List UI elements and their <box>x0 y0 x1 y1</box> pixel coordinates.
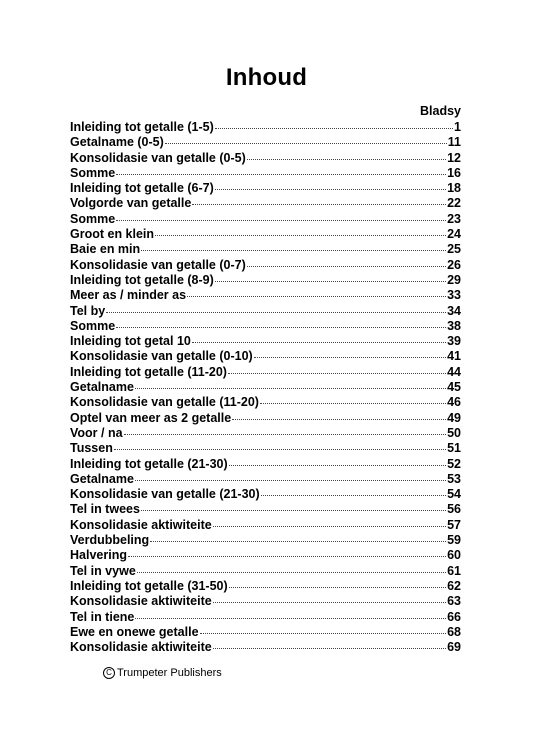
toc-entry <box>70 472 461 487</box>
toc-entry <box>70 426 461 441</box>
toc-entry-title: Tel in tiene <box>70 609 135 624</box>
toc-entry-title: Baie en min <box>70 242 141 257</box>
toc-entry-title: Somme <box>70 165 116 180</box>
toc-entry <box>70 166 461 181</box>
toc-entry-page: 11 <box>447 135 461 150</box>
toc-entry <box>70 120 461 135</box>
dot-leader <box>215 128 453 129</box>
toc-entry-page: 59 <box>447 533 461 548</box>
dot-leader <box>135 388 446 389</box>
toc-entry-page: 1 <box>454 120 461 134</box>
dot-leader <box>213 602 446 603</box>
toc-entry-title: Inleiding tot getalle (11-20) <box>70 364 227 379</box>
toc-entry-title: Konsolidasie aktiwiteite <box>70 640 212 655</box>
toc-entry-page: 12 <box>447 150 461 165</box>
toc-entry <box>70 548 461 563</box>
toc-entry-page: 52 <box>447 456 461 471</box>
toc-entry-title: Groot en klein <box>70 227 155 242</box>
toc-entry-page: 22 <box>447 196 461 211</box>
toc-entry <box>70 533 461 548</box>
toc-entry <box>70 640 461 655</box>
toc-entry-title: Konsolidasie aktiwiteite <box>70 594 212 609</box>
toc-entry-title: Konsolidasie van getalle (11-20) <box>70 395 259 410</box>
dot-leader <box>192 342 446 343</box>
toc-entry <box>70 518 461 533</box>
toc-entry-title: Volgorde van getalle <box>70 196 192 211</box>
toc-entry-title: Somme <box>70 211 116 226</box>
toc-entry-title: Tel in twees <box>70 502 140 517</box>
table-of-contents <box>70 120 461 655</box>
toc-entry-page: 34 <box>447 303 461 318</box>
toc-entry-title: Getalname <box>70 471 134 486</box>
toc-entry <box>70 273 461 288</box>
toc-entry-page: 41 <box>447 349 461 364</box>
toc-entry <box>70 151 461 166</box>
toc-entry-page: 33 <box>447 288 461 303</box>
toc-entry-page: 46 <box>447 395 461 410</box>
toc-entry <box>70 212 461 227</box>
toc-entry-page: 45 <box>447 380 461 395</box>
toc-entry <box>70 487 461 502</box>
toc-entry-page: 62 <box>447 578 461 593</box>
toc-entry-title: Inleiding tot getalle (8-9) <box>70 272 214 287</box>
dot-leader <box>124 434 447 435</box>
toc-entry-title: Getalname <box>70 380 134 395</box>
dot-leader <box>141 510 446 511</box>
copyright-footer <box>103 667 222 679</box>
dot-leader <box>192 204 446 205</box>
dot-leader <box>135 480 446 481</box>
dot-leader <box>247 159 446 160</box>
toc-entry-page: 38 <box>447 318 461 333</box>
toc-entry-page: 29 <box>447 272 461 287</box>
toc-entry-title: Konsolidasie van getalle (0-10) <box>70 349 253 364</box>
toc-entry-title: Inleiding tot getalle (31-50) <box>70 578 228 593</box>
toc-entry-page: 26 <box>447 257 461 272</box>
toc-entry-title: Inleiding tot getalle (21-30) <box>70 456 228 471</box>
toc-entry-page: 16 <box>447 165 461 180</box>
toc-entry-title: Konsolidasie aktiwiteite <box>70 517 212 532</box>
toc-entry-title: Somme <box>70 318 116 333</box>
publisher-name: Trumpeter Publishers <box>117 667 222 679</box>
dot-leader <box>116 174 446 175</box>
toc-entry <box>70 610 461 625</box>
toc-entry <box>70 502 461 517</box>
toc-entry <box>70 334 461 349</box>
dot-leader <box>229 587 446 588</box>
toc-entry-page: 24 <box>447 227 461 242</box>
toc-entry <box>70 304 461 319</box>
toc-entry-title: Meer as / minder as <box>70 288 187 303</box>
toc-entry-title: Tel in vywe <box>70 563 136 578</box>
dot-leader <box>254 357 446 358</box>
toc-entry-title: Inleiding tot getal 10 <box>70 334 191 349</box>
dot-leader <box>232 419 446 420</box>
toc-entry-page: 25 <box>447 242 461 257</box>
toc-entry <box>70 196 461 211</box>
toc-entry-page: 51 <box>447 441 461 456</box>
toc-entry-title: Getalname (0-5) <box>70 135 164 150</box>
toc-entry-title: Voor / na <box>70 425 123 440</box>
toc-entry-title: Konsolidasie van getalle (0-7) <box>70 257 246 272</box>
dot-leader <box>114 449 446 450</box>
toc-entry-title: Tussen <box>70 441 113 456</box>
toc-entry-page: 54 <box>447 487 461 502</box>
dot-leader <box>150 541 446 542</box>
dot-leader <box>165 143 447 144</box>
toc-entry <box>70 564 461 579</box>
toc-entry <box>70 594 461 609</box>
dot-leader <box>215 281 446 282</box>
toc-entry-title: Inleiding tot getalle (6-7) <box>70 181 214 196</box>
toc-entry-page: 63 <box>447 594 461 609</box>
toc-entry <box>70 365 461 380</box>
toc-entry <box>70 441 461 456</box>
dot-leader <box>213 526 446 527</box>
toc-entry-page: 49 <box>447 410 461 425</box>
toc-entry-page: 23 <box>447 211 461 226</box>
toc-entry-title: Verdubbeling <box>70 533 150 548</box>
toc-entry <box>70 258 461 273</box>
toc-entry-page: 57 <box>447 517 461 532</box>
dot-leader <box>247 266 446 267</box>
toc-entry-title: Konsolidasie van getalle (0-5) <box>70 150 246 165</box>
toc-entry-title: Konsolidasie van getalle (21-30) <box>70 487 260 502</box>
toc-entry-page: 50 <box>447 425 461 440</box>
dot-leader <box>128 556 446 557</box>
dot-leader <box>116 327 446 328</box>
toc-entry-title: Optel van meer as 2 getalle <box>70 410 232 425</box>
toc-entry <box>70 380 461 395</box>
toc-entry <box>70 457 461 472</box>
dot-leader <box>116 220 446 221</box>
toc-entry <box>70 411 461 426</box>
toc-entry <box>70 288 461 303</box>
toc-entry-title: Tel by <box>70 303 106 318</box>
dot-leader <box>261 495 446 496</box>
dot-leader <box>137 572 446 573</box>
page-title: Inhoud <box>225 64 308 91</box>
toc-entry-page: 53 <box>447 471 461 486</box>
dot-leader <box>260 403 446 404</box>
toc-entry <box>70 625 461 640</box>
toc-entry <box>70 395 461 410</box>
toc-entry <box>70 227 461 242</box>
toc-entry <box>70 579 461 594</box>
toc-entry <box>70 349 461 364</box>
toc-entry-page: 66 <box>447 609 461 624</box>
dot-leader <box>187 296 446 297</box>
copyright-icon: C <box>103 667 115 679</box>
dot-leader <box>200 633 447 634</box>
toc-entry-page: 61 <box>447 563 461 578</box>
toc-entry-page: 18 <box>447 181 461 196</box>
toc-entry <box>70 242 461 257</box>
dot-leader <box>106 312 446 313</box>
dot-leader <box>155 235 446 236</box>
toc-entry-page: 60 <box>447 548 461 563</box>
toc-entry-title: Inleiding tot getalle (1-5) <box>70 120 214 134</box>
page-column-header: Bladsy <box>420 104 461 118</box>
dot-leader <box>141 250 446 251</box>
dot-leader <box>213 648 446 649</box>
toc-entry-page: 39 <box>447 334 461 349</box>
toc-entry <box>70 135 461 150</box>
toc-entry-page: 56 <box>447 502 461 517</box>
toc-entry-page: 69 <box>447 640 461 655</box>
dot-leader <box>228 373 446 374</box>
toc-entry-page: 44 <box>447 364 461 379</box>
dot-leader <box>229 465 446 466</box>
dot-leader <box>215 189 446 190</box>
toc-entry <box>70 319 461 334</box>
toc-entry-title: Ewe en onewe getalle <box>70 624 199 639</box>
toc-entry <box>70 181 461 196</box>
toc-entry-page: 68 <box>447 624 461 639</box>
toc-entry-title: Halvering <box>70 548 127 563</box>
dot-leader <box>135 618 446 619</box>
